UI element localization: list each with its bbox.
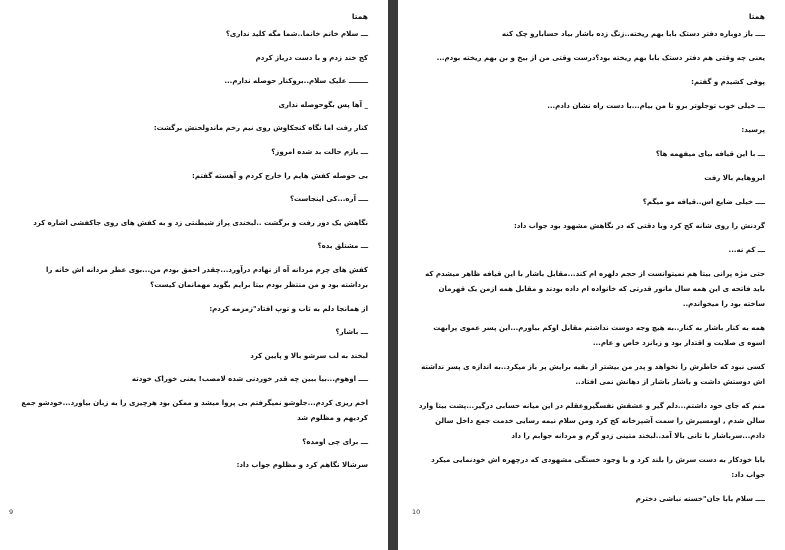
paragraph: کسی نبود که خاطرش را نخواهد و پدر من بیشتر از بقیه برایش پر باز میکرد..به اندازه ی پسر نداشته اش دوستش داشت و باشار باشار از دهانش نمی افتاد.. [421,363,765,386]
paragraph: بی حوصله کفش هایم را خارج کردم و آهسته گفتم: [192,171,368,180]
paragraph: ــــ سلام بابا جان"خسته نباشی دخترم [635,495,765,503]
paragraph: کج خند زدم و با دست درباز کردم [255,53,368,62]
paragraph: ــــ باز دوباره دفتر دستک بابا بهم ریخته..زنگ زده باشار بیاد حسابارو چک کنه [501,30,765,38]
paragraph: اخم ریزی کردم...جلوشو نمیگرفتم بی پروا میشد و ممکن بود هرچیزی را به زبان بیاورد...خودشو جمع کردیهم و مظلوم شد [21,398,368,422]
paragraph: حتی مژه پرانی بیتا هم نمیتوانست از حجم دلهره ام کند...مقابل باشار با این قیافه ظاهر میشدم که باید فاتحه ی این همه سال مانور قدرتی که خانواده ام داده بودند و مقابل همه ازمن یک قهرمان ساخته بود را میخواندم.. [425,270,765,308]
paragraph: _ آها پس بگوحوصله نداری [278,100,368,109]
paragraph: ــــــــ علیک سلام..بروکنار حوصله ندارم... [224,77,368,86]
paragraph: ـــ باشار؟ [335,328,368,337]
paragraph: پرسید: [741,126,765,134]
page-divider [388,0,398,550]
paragraph: بابا خودکار به دست سرش را بلند کرد و با وجود خستگی مشهودی که درچهره اش خودنمایی میکرد جواب داد: [431,456,765,479]
paragraph: پوفی کشیدم و گفتم: [691,78,765,86]
paragraph: نگاهش یک دور رفت و برگشت ..لبخندی پراز شیطنتی زد و به کفش های روی جاکفشی اشاره کرد [33,218,368,227]
page-number: 10 [412,508,421,516]
paragraph: همه به کنار باشار به کنار..به هیچ وجه دوست نداشتم مقابل اوکم بیاورم...این پسر عموی پرابهت اسوه ی صلابت و اقتدار بود و زبانزد خاص و عام... [433,324,765,347]
paragraph: سرشالا نگاهم کرد و مظلوم جواب داد: [236,461,368,470]
paragraph: ـــ کم نه... [728,246,765,254]
paragraph: کفش های چرم مردانه آه از نهادم درآورد...چقدر احمق بودم من...بوی عطر مردانه اش خانه را برداشته بود و من منتظر بودم بیتا برایم بگوید مهمانمان کیست؟ [45,265,368,289]
paragraph: ــــ خیلی ضایع اس..قیافه مو میگم؟ [642,198,765,206]
paragraph: ـــ مشتلق بده؟ [317,242,368,251]
paragraph: یعنی چه وقتی هم دفتر دستک بابا بهم ریخته بود؟درست وقتی من از بیخ و بن بهم ریخته بودم... [436,54,765,62]
page-number: 9 [9,508,14,516]
left-page-header: همتا [351,12,368,21]
paragraph: ــــ اوهوم...بیا ببین چه قدر خوردنی شده لامصب! یعنی خوراک خودته [131,375,368,384]
right-page-header: همتا [748,12,765,21]
paragraph: ـــ خیلی خوب توجلوتر برو تا من بیام...با دست راه نشان دادم... [547,102,765,110]
paragraph: ـــ با این قیافه بیای میفهمه ها؟ [655,150,765,158]
paragraph: ـــ سلام خانم خانما..شما مگه کلید نداری؟ [225,30,368,38]
left-page-content [18,12,368,482]
paragraph: کنار رفت اما نگاه کنجکاوش روی نیم رخم ماندولحنش برگشت: [153,124,368,133]
paragraph: ـــ برای چی اومده؟ [302,437,368,446]
paragraph: ـــ بازم حالت بد شده امروز؟ [271,147,368,156]
paragraph: گردنش را روی شانه کج کرد وبا دقتی که در نگاهش مشهود بود جواب داد: [513,222,765,230]
right-page [398,0,785,550]
right-page-content [416,12,765,516]
paragraph: از همانجا دلم به تاب و توپ افتاد"زمزمه کردم: [209,304,368,313]
paragraph: ابروهایم بالا رفت [704,174,765,182]
left-page [0,0,388,550]
paragraph: منم که جای خود داشتم...دلم گیر و عشقش نفسگیروعقلم در این میانه حسابی درگیر...پشت بیتا وارد سالن شدم , اومسیرش را سمت آشپزخانه کج کرد ومن سلام نیمه رسایی خدمت جمع داخل سالن دادم...سرباشار با تانی بالا آمد..لبخند متینی زدو گرم و مردانه جوابم را داد [418,402,765,440]
paragraph: ــــ آره...کی اینجاست؟ [289,195,368,204]
paragraph: لبخند به لب سرشو بالا و پایین کرد [250,351,368,360]
